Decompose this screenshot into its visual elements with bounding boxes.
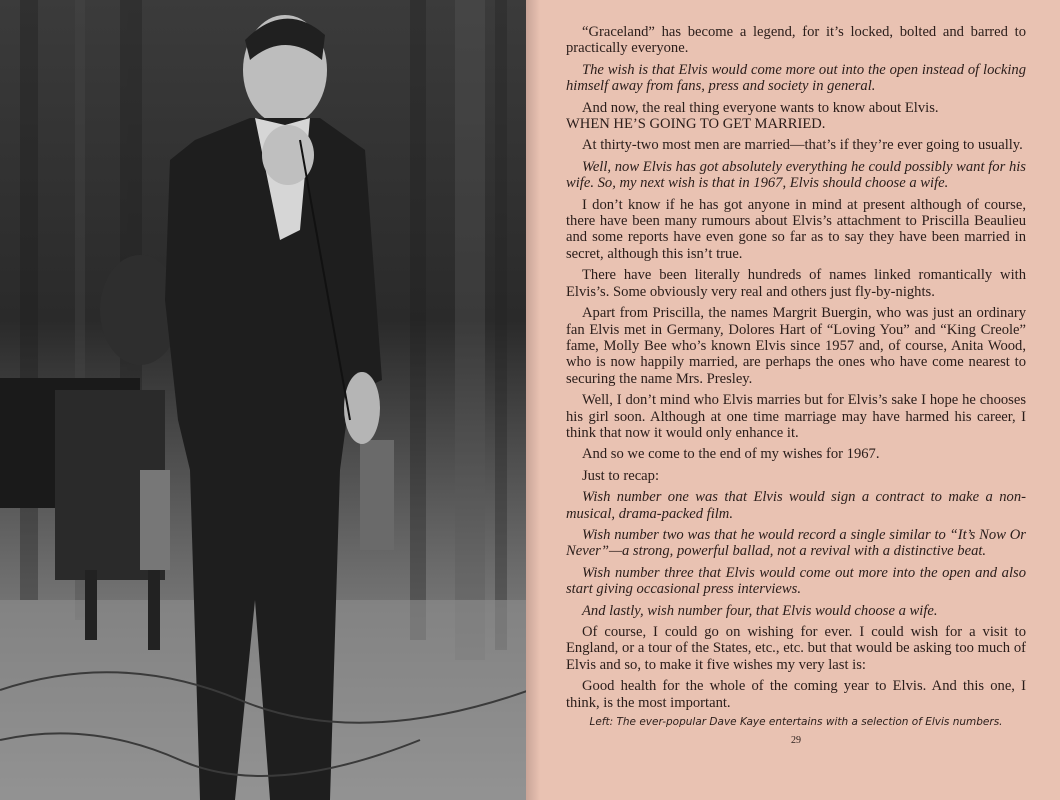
paragraph: And now, the real thing everyone wants to know about Elvis.	[582, 99, 939, 116]
paragraph: At thirty-two most men are married—that’s if they’re ever going to usually.	[582, 137, 1023, 154]
photo-caption: Left: The ever-popular Dave Kaye entertains with a selection of Elvis numbers.	[589, 716, 1003, 729]
article-page	[566, 24, 1026, 784]
paragraph: Good health for the whole of the coming year to Elvis. And this one, I think, is the most important.	[566, 678, 1026, 711]
paragraph: Well, now Elvis has got absolutely everything he could possibly want for his wife. So, my next wish is that in 1967, Elvis should choose a wife.	[566, 158, 1026, 192]
paragraph: Wish number three that Elvis would come out more into the open and also start giving occasional press interviews.	[566, 564, 1026, 598]
paragraph: Apart from Priscilla, the names Margrit Buergin, who was just an ordinary fan Elvis met in Germany, Dolores Hart of “Loving You” and “King Creole” fame, Molly Bee who’s known Elvis since 1957 and, of course, Anita Wood, who is now happily married, are perhaps the ones who have come nearest to securing the name Mrs. Presley.	[566, 305, 1026, 387]
paragraph: I don’t know if he has got anyone in mind at present although of course, there have been many rumours about Elvis’s attachment to Priscilla Beaulieu and some reports have even gone so far as to say they have been married in secret, although this isn’t true.	[566, 196, 1026, 262]
paragraph: WHEN HE’S GOING TO GET MARRIED.	[566, 116, 826, 133]
paragraph: Wish number one was that Elvis would sign a contract to make a non-musical, drama-packed film.	[566, 489, 1026, 522]
page-gutter	[526, 0, 540, 800]
paragraph: Wish number two was that he would record a single similar to “It’s Now Or Never”—a strong, powerful ballad, not a revival with a distinctive beat.	[566, 526, 1026, 560]
paragraph: Well, I don’t mind who Elvis marries but for Elvis’s sake I hope he chooses his girl soon. Although at one time marriage may have harmed his career, I think that now it would only enhance it.	[566, 392, 1026, 441]
paragraph: The wish is that Elvis would come more out into the open instead of locking himself away from fans, press and society in general.	[566, 61, 1026, 95]
paragraph: “Graceland” has become a legend, for it’s locked, bolted and barred to practically everyone.	[566, 24, 1026, 57]
paragraph: And lastly, wish number four, that Elvis would choose a wife.	[582, 602, 938, 619]
page-number: 29	[791, 735, 801, 747]
paragraph: And so we come to the end of my wishes for 1967.	[582, 446, 880, 463]
paragraph: There have been literally hundreds of names linked romantically with Elvis’s. Some obviously very real and others just fly-by-nights.	[566, 267, 1026, 300]
paragraph: Of course, I could go on wishing for ever. I could wish for a visit to England, or a tour of the States, etc., etc. but that would be asking too much of Elvis and so, to make it five wishes my very last is:	[566, 624, 1026, 673]
paragraph: Just to recap:	[582, 467, 660, 484]
